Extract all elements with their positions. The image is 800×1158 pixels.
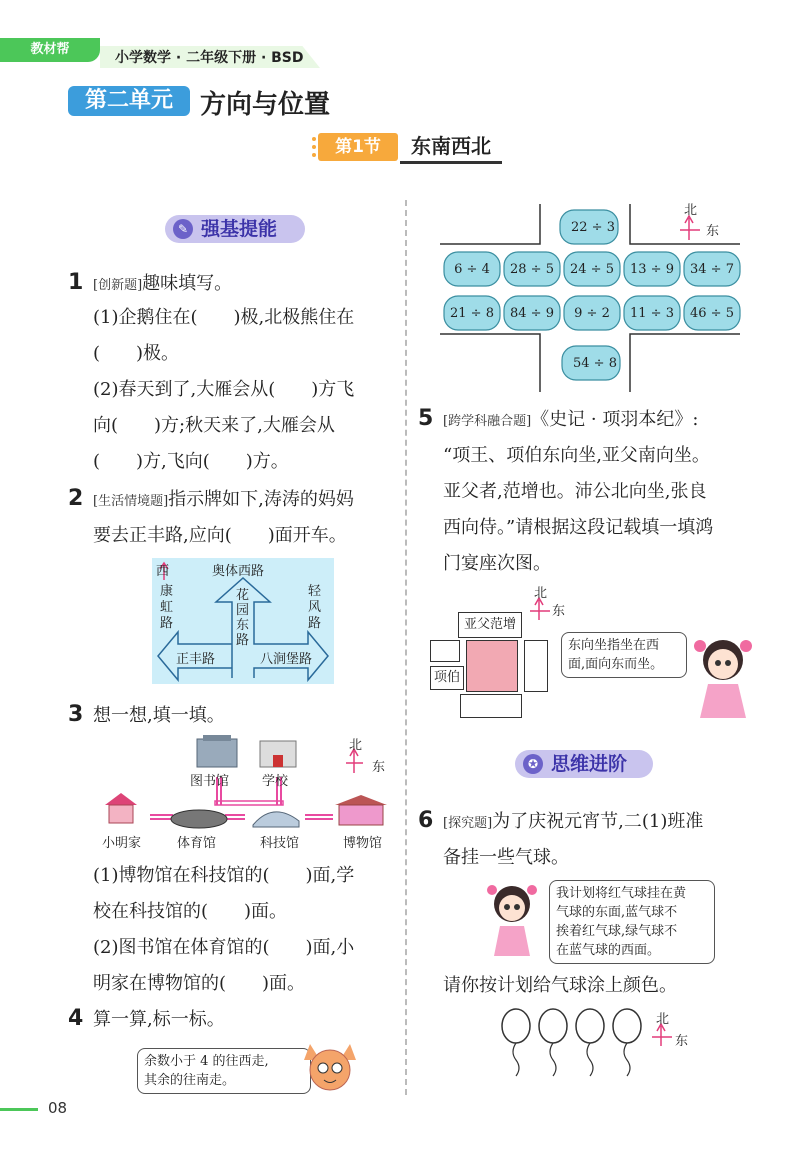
book-tag: 教材帮 — [0, 38, 100, 62]
q2-text-1: 指示牌如下,涛涛的妈妈 — [168, 489, 354, 510]
q5-line-4: 西向侍。”请根据这段记载填一填鸿 — [443, 517, 714, 538]
book-title: 小学数学 · 二年级下册 · BSD — [115, 50, 304, 66]
q1-line-4: 向( )方;秋天来了,大雁会从 — [93, 415, 335, 436]
label-museum: 博物馆 — [343, 836, 383, 851]
girl-mascot-icon — [484, 880, 542, 960]
sign-middle-road: 花园东路 — [236, 588, 250, 648]
balloon-2[interactable] — [539, 1009, 567, 1043]
advanced-section-label: 思维进阶 — [551, 753, 628, 775]
car-r2-3: 9 ÷ 2 — [574, 306, 610, 321]
compass-north-label: 北 — [656, 1012, 670, 1027]
car-r1-4: 13 ÷ 9 — [630, 262, 674, 277]
balloon-row — [496, 1008, 646, 1078]
q4-number: 4 — [68, 1006, 84, 1031]
q3-number: 3 — [68, 702, 84, 727]
q6-number: 6 — [418, 808, 434, 833]
label-school: 学校 — [262, 774, 289, 789]
compass-north-label: 北 — [534, 586, 548, 601]
q5-bubble-line-1: 东向坐指坐在西 — [568, 638, 660, 653]
basic-section-pill — [165, 215, 305, 243]
q3-title: 想一想,填一填。 — [93, 705, 225, 726]
compass-east-label: 东 — [372, 760, 386, 775]
balloon-3[interactable] — [576, 1009, 604, 1043]
label-science: 科技馆 — [260, 836, 300, 851]
q5-line-1 — [443, 402, 698, 440]
advanced-section-pill — [515, 750, 653, 778]
balloon-4[interactable] — [613, 1009, 641, 1043]
label-library: 图书馆 — [190, 774, 230, 789]
seat-bottom[interactable] — [460, 694, 522, 718]
column-divider — [405, 200, 407, 1095]
road-sign — [152, 558, 334, 684]
car-r2-5: 46 ÷ 5 — [690, 306, 734, 321]
q5-line-5: 门宴座次图。 — [443, 553, 551, 574]
compass-east-label: 东 — [552, 604, 566, 619]
page-number: 08 — [48, 1099, 68, 1117]
q5-number: 5 — [418, 406, 434, 431]
q1-tag: [创新题] — [93, 278, 143, 293]
q6-line-1 — [443, 804, 703, 842]
q6-speech-bubble — [549, 880, 715, 964]
q6-bubble-line-3: 挨着红气球,绿气球不 — [556, 924, 678, 939]
pencil-icon: ✎ — [173, 219, 193, 239]
q1-line-2: ( )极。 — [93, 343, 180, 364]
q5-speech-bubble — [561, 632, 687, 678]
compass-north-label: 北 — [349, 738, 363, 753]
q4-bubble-line-1: 余数小于 4 的往西走, — [144, 1054, 269, 1069]
q2-line-1 — [93, 482, 354, 520]
car-r1-2: 28 ÷ 5 — [510, 262, 554, 277]
sign-bottom-right-road: 八涧堡路 — [260, 652, 313, 667]
seat-right[interactable] — [524, 640, 548, 692]
q2-number: 2 — [68, 486, 84, 511]
seat-top[interactable]: 亚父范增 — [458, 612, 522, 638]
sign-right-road: 轻风路 — [308, 584, 322, 631]
compass-east-label: 东 — [706, 224, 720, 239]
car-r2-4: 11 ÷ 3 — [630, 306, 674, 321]
unit-badge: 第二单元 — [68, 86, 190, 116]
section-title: 东南西北 — [400, 131, 502, 164]
compass-east-label: 东 — [675, 1034, 689, 1049]
q5-text-1: 《史记 · 项羽本纪》: — [531, 409, 699, 430]
q1-title: 趣味填写。 — [142, 273, 233, 294]
sign-bottom-left-road: 正丰路 — [176, 652, 216, 667]
sign-west-label: 西 — [156, 564, 170, 579]
basic-section-label: 强基提能 — [201, 218, 278, 240]
q6-bubble-line-4: 在蓝气球的西面。 — [556, 943, 661, 958]
seat-left-top[interactable] — [430, 640, 460, 662]
q3-line-4: 明家在博物馆的( )面。 — [93, 973, 306, 994]
q3-line-2: 校在科技馆的( )面。 — [93, 901, 288, 922]
label-stadium: 体育馆 — [177, 836, 217, 851]
q3-line-1: (1)博物馆在科技馆的( )面,学 — [93, 865, 355, 886]
q6-text-1: 为了庆祝元宵节,二(1)班准 — [492, 811, 704, 832]
girl-mascot-icon — [688, 634, 758, 724]
medal-icon: ✪ — [523, 754, 543, 774]
q5-line-3: 亚父者,范增也。沛公北向坐,张良 — [443, 481, 707, 502]
sign-top-road: 奥体西路 — [212, 564, 265, 579]
q1-heading — [93, 266, 232, 304]
q6-tag: [探究题] — [443, 816, 493, 831]
label-home: 小明家 — [102, 836, 142, 851]
q5-tag: [跨学科融合题] — [443, 414, 532, 429]
compass-north-label: 北 — [684, 203, 698, 218]
q6-bubble-line-2: 气球的东面,蓝气球不 — [556, 905, 678, 920]
q4-title: 算一算,标一标。 — [93, 1009, 225, 1030]
car-r2-2: 84 ÷ 9 — [510, 306, 554, 321]
q5-line-2: “项王、项伯东向坐,亚父南向坐。 — [443, 445, 710, 466]
unit-title: 方向与位置 — [200, 90, 331, 120]
fox-mascot-icon — [300, 1040, 360, 1096]
car-top: 22 ÷ 3 — [571, 220, 615, 235]
q1-line-5: ( )方,飞向( )方。 — [93, 451, 289, 472]
car-r1-1: 6 ÷ 4 — [454, 262, 490, 277]
q6-line-2: 备挂一些气球。 — [443, 847, 569, 868]
q6-instruction: 请你按计划给气球涂上颜色。 — [443, 975, 677, 996]
q4-speech-bubble — [137, 1048, 311, 1094]
q1-number: 1 — [68, 270, 84, 295]
q2-tag: [生活情境题] — [93, 494, 169, 509]
q5-bubble-line-2: 面,面向东而坐。 — [568, 657, 664, 672]
sign-left-road: 康虹路 — [160, 584, 174, 631]
q3-line-3: (2)图书馆在体育馆的( )面,小 — [93, 937, 355, 958]
section-badge: 第1节 — [318, 133, 398, 161]
q1-line-3: (2)春天到了,大雁会从( )方飞 — [93, 379, 355, 400]
q6-bubble-line-1: 我计划将红气球挂在黄 — [556, 886, 687, 901]
seat-left[interactable]: 项伯 — [430, 666, 464, 690]
car-r1-5: 34 ÷ 7 — [690, 262, 734, 277]
q4-bubble-line-2: 其余的往南走。 — [144, 1073, 236, 1088]
banquet-table — [466, 640, 518, 692]
car-r1-3: 24 ÷ 5 — [570, 262, 614, 277]
car-r2-1: 21 ÷ 8 — [450, 306, 494, 321]
page-line — [0, 1108, 38, 1111]
car-bottom: 54 ÷ 8 — [573, 356, 617, 371]
q1-line-1: (1)企鹅住在( )极,北极熊住在 — [93, 307, 355, 328]
balloon-1[interactable] — [502, 1009, 530, 1043]
q2-line-2: 要去正丰路,应向( )面开车。 — [93, 525, 347, 546]
